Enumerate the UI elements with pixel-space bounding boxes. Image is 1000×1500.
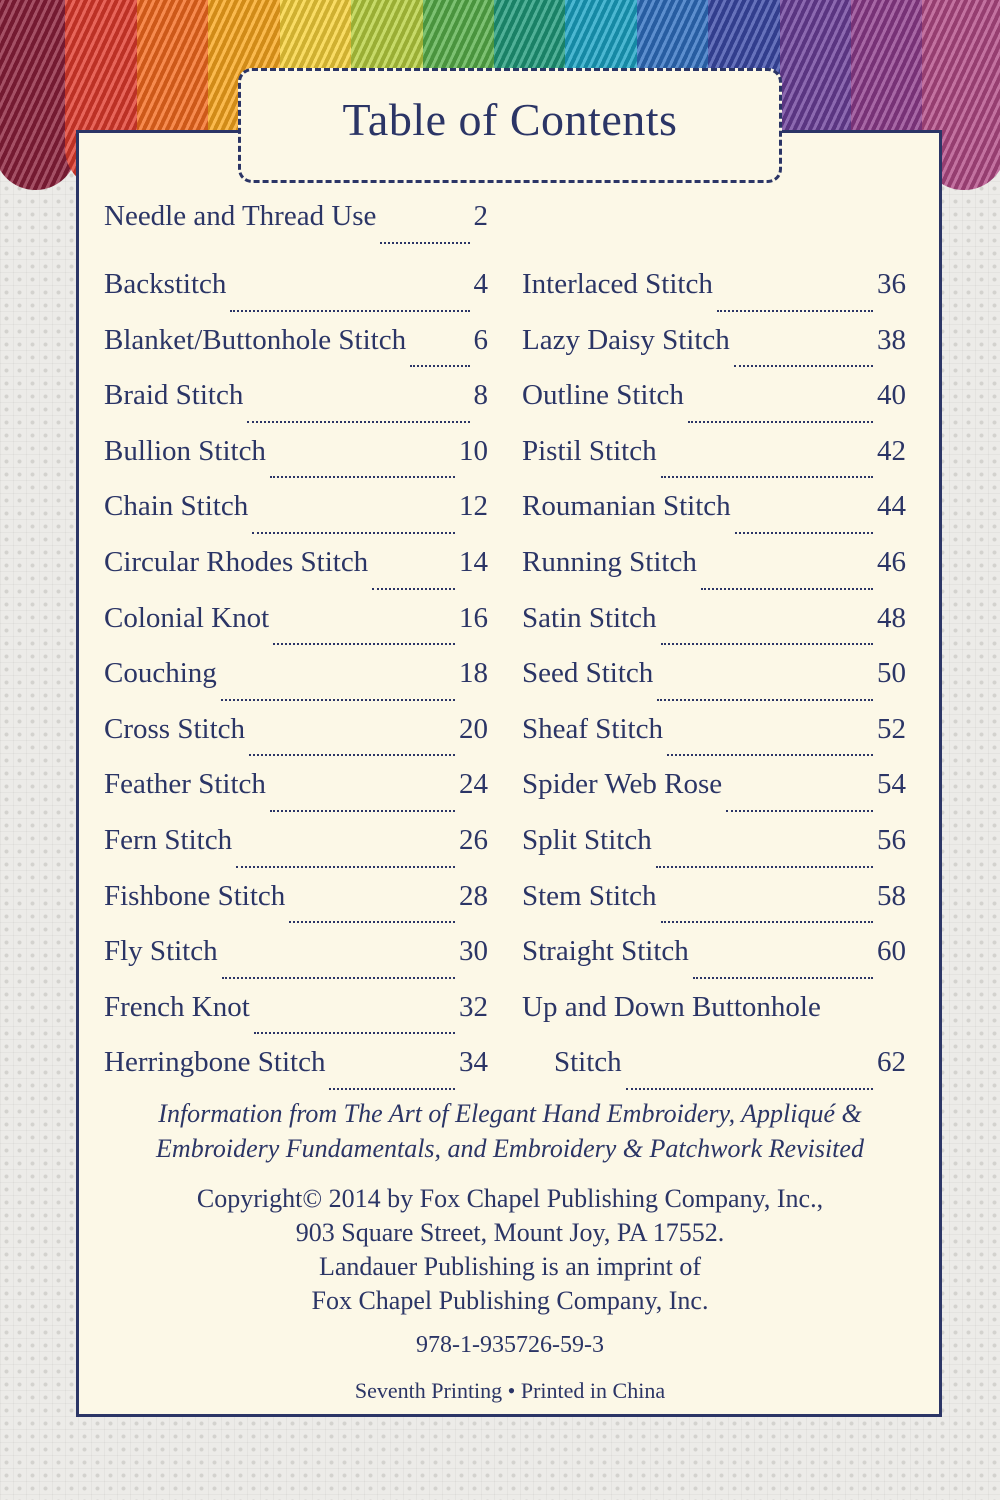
toc-entry-page: 6 <box>473 323 488 356</box>
toc-entry-label: Stitch <box>554 1046 622 1079</box>
toc-entry-label: Fern Stitch <box>104 823 233 856</box>
leader-dots <box>726 809 873 812</box>
toc-entry-page: 52 <box>877 712 906 745</box>
copyright-line: 903 Square Street, Mount Joy, PA 17552. <box>295 1218 725 1247</box>
toc-entry[interactable] <box>522 713 906 769</box>
toc-entry-label: Stem Stitch <box>522 879 657 912</box>
toc-entry[interactable] <box>104 546 488 602</box>
isbn: 978-1-935726-59-3 <box>416 1332 604 1358</box>
leader-dots <box>270 475 455 478</box>
toc-entry[interactable] <box>522 880 906 936</box>
toc-entry-label: Interlaced Stitch <box>522 268 713 300</box>
toc-entry-page: 28 <box>459 879 488 912</box>
toc-entry[interactable] <box>522 1046 906 1102</box>
toc-entry-label: Needle and Thread Use <box>104 200 377 232</box>
toc-entry-label: Couching <box>104 657 217 690</box>
toc-entry[interactable] <box>522 379 906 435</box>
toc-entry-page: 4 <box>473 268 488 300</box>
toc-entry-page: 26 <box>459 823 488 856</box>
toc-entry-label: French Knot <box>104 990 250 1023</box>
toc-entry[interactable] <box>104 935 488 991</box>
leader-dots <box>222 976 455 979</box>
leader-dots <box>380 241 469 244</box>
toc-entry-label: Colonial Knot <box>104 601 270 634</box>
toc-entry-page: 40 <box>877 379 906 412</box>
leader-dots <box>252 531 455 534</box>
toc-entry-label: Lazy Daisy Stitch <box>522 323 730 356</box>
source-info-line: Information from The Art of Elegant Hand Embroidery, Appliqué & <box>158 1099 862 1128</box>
toc-entry[interactable] <box>104 268 488 324</box>
leader-dots <box>247 420 469 423</box>
toc-entry-label: Up and Down Buttonhole <box>522 990 821 1023</box>
source-info-line: Embroidery Fundamentals, and Embroidery & Patchwork Revisited <box>156 1134 864 1163</box>
toc-entry-label: Sheaf Stitch <box>522 712 663 745</box>
leader-dots <box>230 309 469 312</box>
toc-entry-page: 58 <box>877 879 906 912</box>
toc-entry-page: 44 <box>877 490 906 523</box>
copyright-line: Fox Chapel Publishing Company, Inc. <box>311 1286 709 1315</box>
leader-dots <box>329 1087 455 1090</box>
toc-left-column <box>104 268 488 1102</box>
toc-entry-page: 32 <box>459 990 488 1023</box>
leader-dots <box>410 364 469 367</box>
toc-entry-page: 42 <box>877 434 906 467</box>
toc-entry[interactable] <box>522 657 906 713</box>
leader-dots <box>254 1031 455 1034</box>
toc-entry[interactable] <box>104 824 488 880</box>
leader-dots <box>273 642 455 645</box>
toc-entry-label: Braid Stitch <box>104 379 244 412</box>
toc-entry-page: 48 <box>877 601 906 634</box>
copyright-line: Copyright© 2014 by Fox Chapel Publishing Company, Inc., <box>196 1184 824 1213</box>
toc-entry-label: Satin Stitch <box>522 601 657 634</box>
leader-dots <box>688 420 873 423</box>
toc-entry-label: Herringbone Stitch <box>104 1046 326 1079</box>
leader-dots <box>221 698 455 701</box>
toc-entry[interactable] <box>522 268 906 324</box>
toc-entry[interactable] <box>104 991 488 1047</box>
leader-dots <box>693 976 873 979</box>
toc-entry[interactable] <box>104 490 488 546</box>
toc-right-column <box>522 268 906 1102</box>
toc-entry-label: Pistil Stitch <box>522 434 657 467</box>
toc-entry-label: Backstitch <box>104 268 227 300</box>
toc-entry[interactable] <box>104 657 488 713</box>
source-info <box>100 1096 920 1166</box>
leader-dots <box>289 920 455 923</box>
toc-entry-page: 20 <box>459 712 488 745</box>
toc-entry-page: 8 <box>473 379 488 412</box>
toc-entry[interactable] <box>522 768 906 824</box>
leader-dots <box>249 753 455 756</box>
toc-entry-label: Bullion Stitch <box>104 434 266 467</box>
leader-dots <box>626 1087 873 1090</box>
toc-entry-page: 62 <box>877 1046 906 1079</box>
toc-entry-label: Cross Stitch <box>104 712 245 745</box>
toc-entry-page: 16 <box>459 601 488 634</box>
toc-entry[interactable] <box>104 880 488 936</box>
toc-entry[interactable] <box>104 435 488 491</box>
toc-entry-label: Outline Stitch <box>522 379 684 412</box>
toc-entry-label: Split Stitch <box>522 823 652 856</box>
toc-entry-page: 54 <box>877 768 906 801</box>
toc-entry-label: Fishbone Stitch <box>104 879 286 912</box>
title-tab <box>238 68 782 183</box>
toc-entry[interactable] <box>104 768 488 824</box>
toc-entry[interactable] <box>522 991 906 1047</box>
toc-entry[interactable] <box>104 379 488 435</box>
toc-entry-page: 30 <box>459 935 488 968</box>
toc-entry-page: 10 <box>459 434 488 467</box>
toc-entry[interactable] <box>522 602 906 658</box>
toc-entry[interactable] <box>522 435 906 491</box>
leader-dots <box>667 753 873 756</box>
leader-dots <box>661 920 873 923</box>
toc-entry[interactable] <box>522 935 906 991</box>
leader-dots <box>661 642 873 645</box>
leader-dots <box>236 865 455 868</box>
toc-entry-label: Spider Web Rose <box>522 768 723 801</box>
leader-dots <box>661 475 873 478</box>
copyright-line: Landauer Publishing is an imprint of <box>318 1252 701 1281</box>
toc-entry-label: Fly Stitch <box>104 935 218 968</box>
toc-entry-page: 56 <box>877 823 906 856</box>
toc-entry-label: Straight Stitch <box>522 935 689 968</box>
toc-entry[interactable] <box>104 713 488 769</box>
toc-entry-page: 36 <box>877 268 906 300</box>
page-title: Table of Contents <box>342 94 678 145</box>
toc-entry-page: 34 <box>459 1046 488 1079</box>
toc-entry-needle-thread[interactable] <box>104 200 488 256</box>
toc-entry-page: 2 <box>473 200 488 232</box>
toc-entry-label: Blanket/Buttonhole Stitch <box>104 323 407 356</box>
copyright-notice <box>100 1182 920 1318</box>
leader-dots <box>270 809 455 812</box>
toc-entry-page: 18 <box>459 657 488 690</box>
leader-dots <box>372 587 455 590</box>
toc-entry[interactable] <box>522 824 906 880</box>
toc-entry-page: 38 <box>877 323 906 356</box>
leader-dots <box>701 587 873 590</box>
toc-entry-page: 50 <box>877 657 906 690</box>
toc-entry[interactable] <box>522 490 906 546</box>
toc-entry-page: 12 <box>459 490 488 523</box>
toc-entry-label: Roumanian Stitch <box>522 490 731 523</box>
printing-note: Seventh Printing • Printed in China <box>354 1378 666 1403</box>
toc-entry[interactable] <box>104 1046 488 1102</box>
toc-entry[interactable] <box>104 602 488 658</box>
leader-dots <box>717 309 873 312</box>
leader-dots <box>657 698 873 701</box>
toc-entry[interactable] <box>522 546 906 602</box>
toc-entry-page: 60 <box>877 935 906 968</box>
toc-entry-label: Feather Stitch <box>104 768 266 801</box>
leader-dots <box>656 865 873 868</box>
toc-entry-label: Seed Stitch <box>522 657 654 690</box>
toc-entry[interactable] <box>104 324 488 380</box>
toc-entry-page: 14 <box>459 545 488 578</box>
toc-entry-label: Circular Rhodes Stitch <box>104 545 369 578</box>
leader-dots <box>734 364 873 367</box>
toc-entry-label: Running Stitch <box>522 545 697 578</box>
toc-entry-page: 46 <box>877 545 906 578</box>
toc-entry-label: Chain Stitch <box>104 490 249 523</box>
leader-dots <box>735 531 873 534</box>
toc-entry-page: 24 <box>459 768 488 801</box>
toc-entry[interactable] <box>522 324 906 380</box>
